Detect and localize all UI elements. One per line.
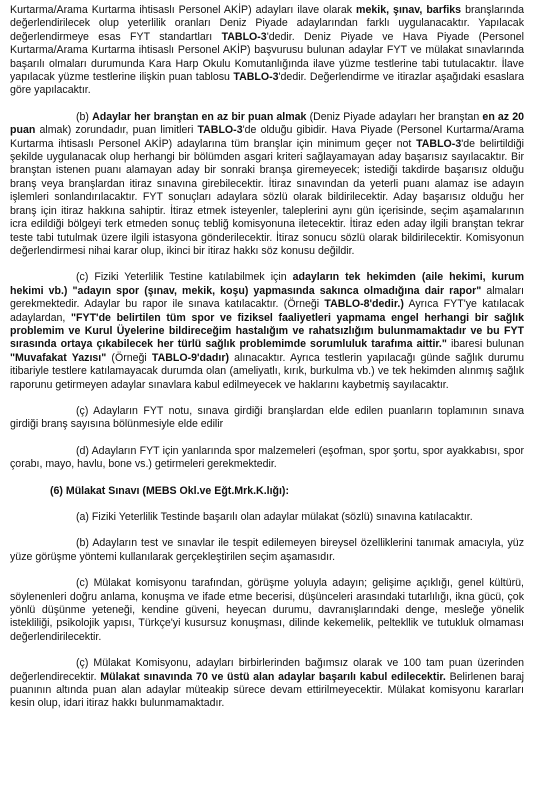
paragraph-b-interview-purpose [10, 537, 524, 564]
text-run: branşlarında değerlendirilecek olup yeterlilik oranları Deniz Piyade adaylarından farklı uygulanacaktır. Yapılacak değerlendirmeye esas FYT standartları [10, 4, 524, 43]
bold-text: adayların tek hekimden (aile hekimi, kurum hekimi vb.) "adayın spor (şınav, mekik, koşu) yapmasında sakınca olmadığına dair rapor" [10, 271, 524, 297]
text-run: 'de belirtildiği şekilde uygulanacak olup herhangi bir bölümden asgari kriteri sağlayamayan aday başarısız sayılacaktır. Bir branştan istenen puanı alamayan aday bir sonraki branşa giremeyecek; istediği takdirde başarısız olduğu branş veya branşlardan itiraz sınavına girebilecektir. İtiraz sınavından da yeterli puanı alamaz ise adayın işlemleri sonlandırılacaktır. FYT sonuçları adaylara sözlü olarak bildirilecektir. Aday başarısız olduğu her branş için itiraz hakkına sahiptir. İtiraz etmek isteyenler, taleplerini aynı gün içerisinde, seçim aşamalarının icra edildiği bölgeyi terk etmeden sonuç tebliğ komisyonuna iletecektir. İtiraz eden aday ilgili branştan tekrar teste tabi tutulmak üzere ilgili istasyona gönderilecektir. İtiraz sonucu sözlü olarak bildirilecektir. Komisyonun değerlendirmesi nihai karar olup, ikinci bir itiraz hakkı söz konusu değildir. [10, 137, 524, 257]
paragraph-b-evaluation [10, 111, 524, 258]
bold-text: "Muvafakat Yazısı" [10, 351, 107, 364]
table-reference: TABLO-3 [416, 137, 462, 150]
text-run: (d) Adayların FYT için yanlarında spor malzemeleri (eşofman, spor şortu, spor ayakkabısı, spor çorabı, mayo, havlu, bone vs.) getirmeleri gerekmektedir. [10, 444, 524, 471]
table-reference: TABLO-8'dedir.) [324, 298, 404, 311]
text-run: almaları gerekmektedir. Adaylar bu rapor ile sınava katılacaktır. (Örneği [10, 284, 524, 311]
text-run: (c) Fiziki Yeterlilik Testine katılabilmek için [76, 271, 293, 284]
paragraph-c-interview-criteria [10, 577, 524, 644]
text-run: (ç) Adayların FYT notu, sınava girdiği branşlardan elde edilen puanların toplamının sınava girdiği branş sayısına bölünmesiyle elde edilir [10, 404, 524, 431]
text-run: 'de olduğu gibidir. Hava Piyade (Personel Kurtarma/Arama Kurtarma ihtisaslı Personel AKİP) adaylarına tüm branşlar için minimum geçer not [10, 124, 525, 150]
text-run: almak) zorundadır, puan limitleri [35, 124, 198, 137]
table-reference: TABLO-3 [221, 30, 267, 43]
text-run: (b) Adayların test ve sınavlar ile tespit edilemeyen bireysel özelliklerini tanımak amacıyla, yüz yüze görüşme yöntemi kullanılarak gerçekleştirilen seçim aşamasıdır. [10, 537, 524, 563]
text-run: (ç) Mülakat Komisyonu, adayları birbirlerinden bağımsız olarak ve 100 tam puan üzerinden değerlendirecektir. [10, 657, 524, 683]
text-run: (Örneği [106, 351, 152, 364]
section-heading-interview: (6) Mülakat Sınavı (MEBS Okl.ve Eğt.Mrk.K.lığı): [50, 484, 289, 497]
table-reference: TABLO-3 [233, 71, 279, 84]
text-run: 'dedir. Değerlendirme ve itirazlar aşağıdaki esaslara göre yapılacaktır. [10, 71, 524, 97]
text-run: ibaresi bulunan [446, 338, 524, 351]
text-run: (c) Mülakat komisyonu tarafından, görüşme yoluyla adayın; gelişime açıklığı, genel kültürü, söylenenleri doğru anlama, konuşma ve ifade etme becerisi, düşünceleri arasındaki tutarlılığı, ikna gücü, çok yönlü düşünme yeteneği, kendine güveni, heyecan durumu, davranışlarındaki denge, mesleğe yönelik istekliliği, psikolojik yapısı, Türkçe'yi kusursuz konuşması, dilinde kekemelik, peltekllik ve tutukluk olmaması değerlendirilecektir. [10, 577, 524, 643]
paragraph-d-equipment [10, 445, 524, 472]
bold-text: en az 20 puan [10, 110, 525, 137]
text-run: 'dedir. Deniz Piyade ve Hava Piyade (Personel Kurtarma/Arama Kurtarma ihtisaslı Personel AKİP) başvurusu bulunan adaylar FYT ve mülakat sınavlarında başarılı olmaları durumunda Kara Harp Okulu Komutanlığında ilave yüzme testlerine tabi tutulacaktır. İlave yapılacak yüzme testlerine ilişkin puan tablosu [10, 30, 524, 84]
table-reference: TABLO-3 [197, 124, 243, 137]
paragraph-a-interview [10, 511, 524, 524]
bold-text: mekik, şınav, barfiks [356, 4, 462, 16]
text-run: (Deniz Piyade adayları her branştan [306, 110, 483, 123]
text-run: Ayrıca FYT'ye katılacak adaylardan, [10, 298, 525, 324]
text-run: (a) Fiziki Yeterlilik Testinde başarılı olan adaylar mülakat (sözlü) sınavına katılacaktır. [76, 511, 473, 523]
text-run: Kurtarma/Arama Kurtarma ihtisaslı Personel AKİP) adayları ilave olarak [10, 4, 357, 16]
paragraph-c-cedilla-interview-score [10, 657, 524, 711]
text-run: alınacaktır. Ayrıca testlerin yapılacağı günde sağlık durumu itibariyle testlere katılamayacak durumda olan (ameliyatlı, kırık, burkulma vb.) ve tek hekimden alınmış sağlık raporunu getirmeyen adaylar sınavlara kabul edilmeyecek ve haklarını kaybetmiş sayılacaktır. [10, 351, 524, 391]
bold-text: Mülakat sınavında 70 ve üstü alan adaylar başarılı kabul edilecektir. [100, 670, 446, 683]
paragraph-c-health-report [10, 271, 524, 392]
paragraph-c-cedilla-score [10, 405, 524, 432]
item-marker: (b) [76, 110, 93, 123]
bold-text: Adaylar her branştan en az bir puan almak [92, 110, 307, 123]
text-run: Belirlenen baraj puanının altında puan alan adaylar müteakip sürece devam ettirilmeyecektir. Mülakat komisyonu kararları kesin olup, idari itiraz hakkı bulunmamaktadır. [10, 670, 524, 710]
paragraph-fyt-standards [10, 4, 524, 98]
bold-text: "FYT'de belirtilen tüm spor ve fiziksel faaliyetleri yapmama engel herhangi bir sağlık problemim ve Kurul Üyelerine bildireceğim hastalığım ve rahatsızlığım bulunmamaktadır ve bu FYT sırasında ortaya çıkabilecek her türlü sağlık problemimde sorumluluk tarafıma aittir." [10, 311, 524, 351]
table-reference: TABLO-9'dadır) [151, 351, 229, 364]
